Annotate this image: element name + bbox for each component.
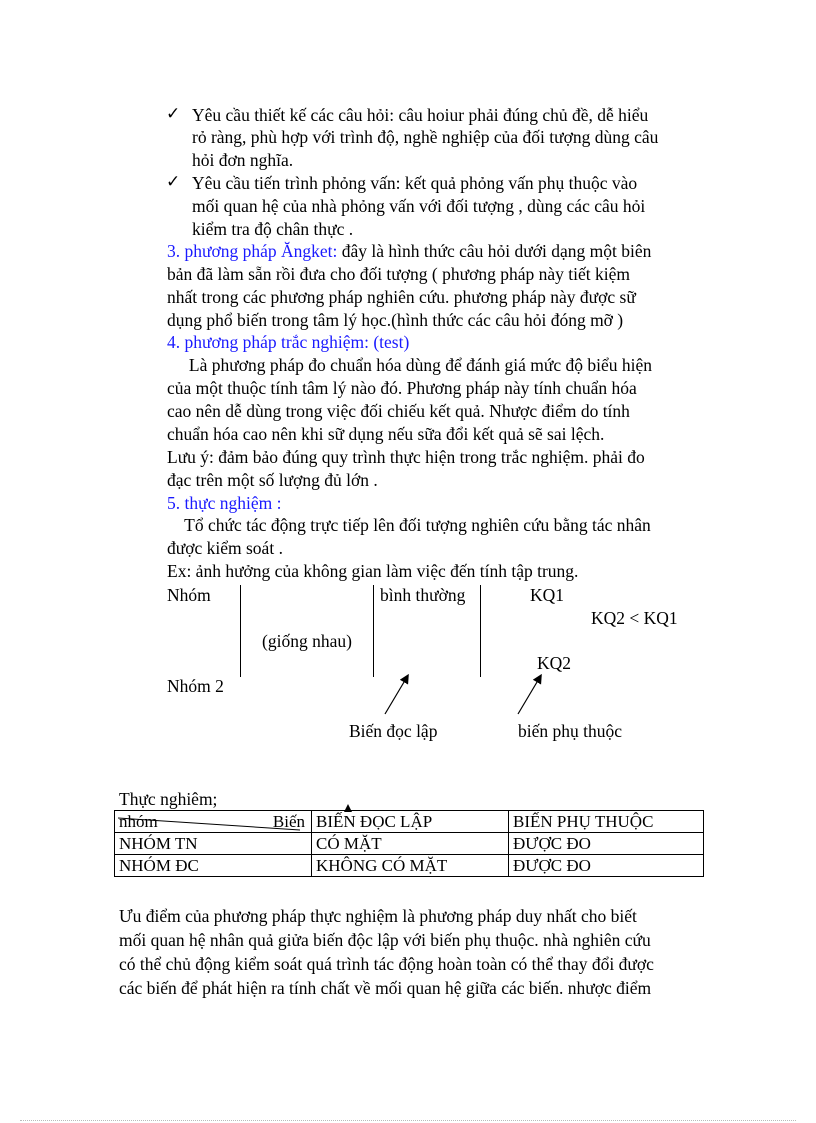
- section-5-line-2: được kiểm soát .: [167, 538, 283, 558]
- diagram-same: (giống nhau): [262, 631, 352, 651]
- check-icon: ✓: [166, 172, 181, 192]
- bullet-2-line-3: kiểm tra độ chân thực .: [192, 219, 354, 239]
- section-4-line-4: chuẩn hóa cao nên khi sữ dụng nếu sữa đổi kết quả sẽ sai lệch.: [167, 424, 605, 444]
- arrow-dependent: [518, 677, 540, 714]
- bullet-1-line-2: rỏ ràng, phù hợp với trình độ, nghề nghiệp của đối tượng dùng câu: [192, 127, 659, 147]
- diagram-group-2: Nhóm 2: [167, 676, 224, 696]
- table-cell: CÓ MẶT: [312, 833, 509, 855]
- conclusion-line-3: có thể chủ động kiểm soát quá trình tác động hoàn toàn có thể thay đổi được: [119, 954, 654, 974]
- section-4-heading: 4. phương pháp trắc nghiệm: (test): [167, 332, 410, 352]
- experiment-table: [114, 810, 704, 877]
- section-3-line-2: bản đã làm sẵn rồi đưa cho đối tượng ( phương pháp này tiết kiệm: [167, 264, 630, 284]
- table-header-left: nhóm: [119, 812, 158, 831]
- diagram-kq2: KQ2: [537, 653, 572, 673]
- table-row: [115, 833, 704, 855]
- table-header-row: [115, 811, 704, 833]
- conclusion-line-1: Ưu điểm của phương pháp thực nghiệm là phương pháp duy nhất cho biết: [119, 906, 637, 926]
- table-cell: ĐƯỢC ĐO: [509, 833, 704, 855]
- section-3-first-rest: đây là hình thức câu hỏi dưới dạng một biên: [337, 241, 652, 261]
- section-4-line-2: của một thuộc tính tâm lý nào đó. Phương pháp này tính chuẩn hóa: [167, 378, 637, 398]
- table-cell: ĐƯỢC ĐO: [509, 855, 704, 877]
- section-3-line-3: nhất trong các phương pháp nghiên cứu. phương pháp này được sữ: [167, 287, 636, 307]
- table-cell: NHÓM TN: [115, 833, 312, 855]
- table-cell: KHÔNG CÓ MẶT: [312, 855, 509, 877]
- conclusion-line-4: các biến để phát hiện ra tính chất về mối quan hệ giữa các biến. nhược điểm: [119, 978, 652, 998]
- section-4-line-3: cao nên dễ dùng trong việc đối chiếu kết quả. Nhược điểm do tính: [167, 401, 630, 421]
- table-header-corner: [115, 811, 312, 833]
- bullet-2-line-1: Yêu cầu tiến trình phỏng vấn: kết quả phỏng vấn phụ thuộc vào: [192, 173, 638, 193]
- check-icon: ✓: [166, 104, 181, 124]
- bullet-2-line-2: mối quan hệ của nhà phỏng vấn với đối tượng , dùng các câu hỏi: [192, 196, 646, 216]
- diagram-dependent-label: biến phụ thuộc: [518, 721, 623, 741]
- conclusion-line-2: mối quan hệ nhân quả giửa biến độc lập với biến phụ thuộc. nhà nghiên cứu: [119, 930, 651, 950]
- page-bottom-border: [20, 1120, 796, 1121]
- diagram-normal: bình thường: [380, 585, 466, 605]
- diagram-compare: KQ2 < KQ1: [591, 608, 678, 628]
- bullet-1-line-1: Yêu cầu thiết kế các câu hỏi: câu hoiur phải đúng chủ đề, dễ hiểu: [192, 105, 649, 125]
- section-5-line-3: Ex: ảnh hưởng của không gian làm việc đến tính tập trung.: [167, 561, 579, 581]
- section-5-heading: 5. thực nghiệm :: [167, 493, 282, 513]
- section-4-line-6: đạc trên một số lượng đủ lớn .: [167, 470, 378, 490]
- diagram-kq1: KQ1: [530, 585, 565, 605]
- table-caption: Thực nghiêm;: [119, 789, 218, 809]
- section-4-line-5: Lưu ý: đảm bảo đúng quy trình thực hiện trong trắc nghiệm. phải đo: [167, 447, 645, 467]
- table-row: [115, 855, 704, 877]
- arrow-independent: [385, 677, 407, 714]
- section-3-heading: 3. phương pháp Ăngket:: [167, 241, 338, 261]
- section-5-line-1: Tổ chức tác động trực tiếp lên đối tượng nghiên cứu bằng tác nhân: [167, 515, 651, 535]
- table-header-cell: BIẾN ĐỌC LẬP: [312, 811, 509, 833]
- section-3-line-4: dụng phổ biến trong tâm lý học.(hình thức các câu hỏi đóng mỡ ): [167, 310, 624, 330]
- section-4-line-1: Là phương pháp đo chuẩn hóa dùng để đánh giá mức độ biểu hiện: [167, 355, 653, 375]
- bullet-1-line-3: hỏi đơn nghĩa.: [192, 150, 294, 170]
- diagram-independent-label: Biến đọc lập: [349, 721, 438, 741]
- table-header-cell: BIẾN PHỤ THUỘC: [509, 811, 704, 833]
- table-header-right: Biến: [272, 812, 305, 831]
- table-cell: NHÓM ĐC: [115, 855, 312, 877]
- diagram-group-1: Nhóm: [167, 585, 211, 605]
